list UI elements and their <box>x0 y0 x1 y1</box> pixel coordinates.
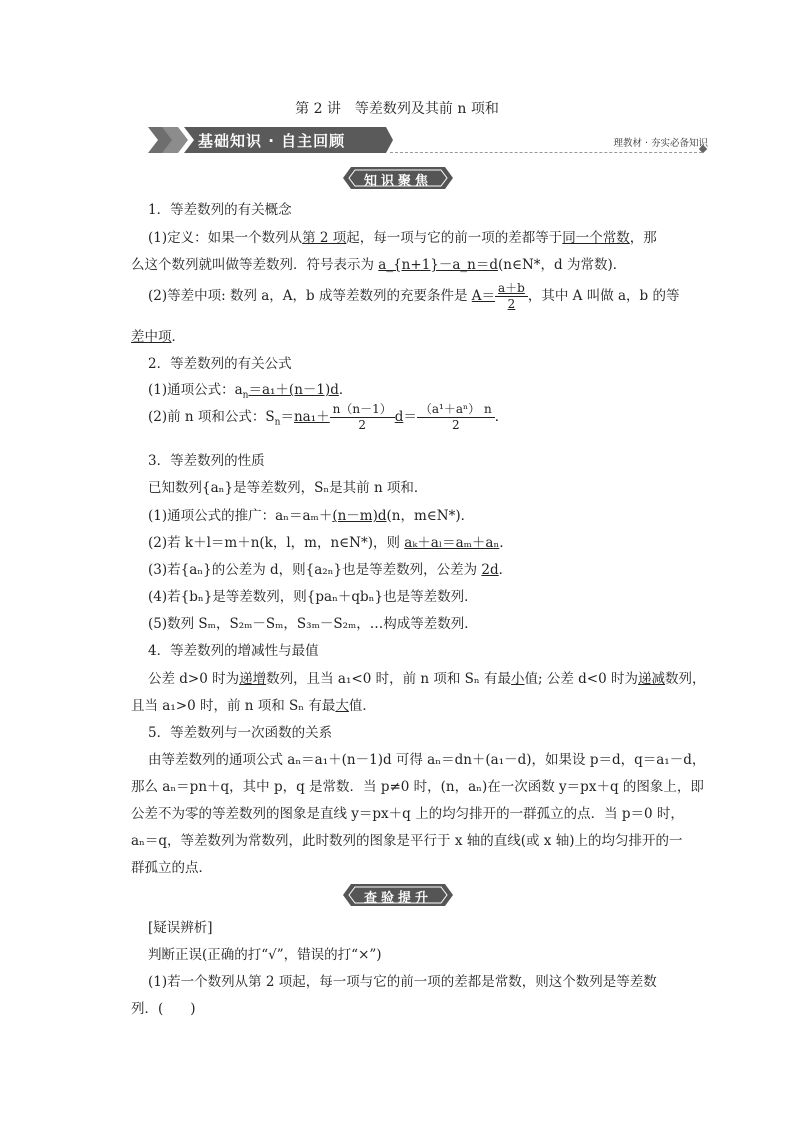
section-title: 查验提升 <box>363 891 432 906</box>
formula-general-term: (1)通项公式：$a_n=a_1+(n-1)d$． <box>148 382 353 401</box>
property-1: (1)通项公式的推广：aₙ＝aₘ＋(n－m)d(n，m∈N*)． <box>148 508 475 524</box>
heading-4: 4．等差数列的增减性与最值 <box>148 643 319 659</box>
formula-sum: (2)前 n 项和公式：$S_n=na_1+$ $\frac{n(n-1)}{2}$ d＝ $\frac{\text{（a¹＋aⁿ） n}}{2}$ ． <box>148 402 509 432</box>
monotonic-line-2: 且当 a₁>0 时，前 n 项和 Sₙ 有最大值． <box>131 698 376 714</box>
property-5: (5)数列 Sₘ，S₂ₘ－Sₘ，S₃ₘ－S₂ₘ，…构成等差数列． <box>148 616 478 632</box>
relation-line-1: 由等差数列的通项公式 aₙ＝a₁＋(n－1)d 可得 aₙ＝dn＋(a₁－d)，如果设 p＝d，q＝a₁－d， <box>148 752 706 768</box>
property-4: (4)若{bₙ}是等差数列，则{paₙ＋qbₙ}也是等差数列． <box>148 589 478 605</box>
section-pill-check <box>343 884 453 906</box>
definition-line-2: 么这个数列就叫做等差数列．符号表示为 a_{n+1}－a_n＝d(n∈N*，d 为常数)． <box>131 257 627 273</box>
property-3: (3)若{aₙ}的公差为 d，则{a₂ₙ}也是等差数列，公差为 2d． <box>148 562 513 578</box>
middle-term-line-1: (2)等差中项: 数列 a，A，b 成等差数列的充要条件是 A＝ $\frac{a+b}{2}$ ，其中 A 叫做 a，b 的等 <box>148 281 680 311</box>
section-title: 知识聚焦 <box>363 174 432 189</box>
heading-5: 5．等差数列与一次函数的关系 <box>148 725 333 741</box>
section-banner <box>148 127 393 153</box>
heading-3: 3．等差数列的性质 <box>148 453 265 469</box>
section-pill-knowledge <box>343 167 453 189</box>
question-1-line-2: 列．( ) <box>131 1001 196 1017</box>
relation-line-5: 群孤立的点． <box>131 860 212 876</box>
question-tag: [疑误辨析] <box>148 920 213 936</box>
relation-line-3: 公差不为零的等差数列的图象是直线 y＝px＋q 上的均匀排开的一群孤立的点．当 p＝0 时， <box>131 806 684 822</box>
banner-divider <box>390 152 702 153</box>
page-title: 第 2 讲 等差数列及其前 n 项和 <box>295 101 499 117</box>
monotonic-line-1: 公差 d>0 时为递增数列，且当 a₁<0 时，前 n 项和 Sₙ 有最小值; 公差 d<0 时为递减数列， <box>148 671 706 687</box>
relation-line-2: 那么 aₙ＝pn＋q，其中 p，q 是常数．当 p≠0 时，(n，aₙ)在一次函数 y＝px＋q 的图象上，即 <box>131 779 704 795</box>
banner-label: 基础知识 · 自主回顾 <box>198 132 346 150</box>
middle-term-line-2: 差中项． <box>131 329 185 345</box>
property-intro: 已知数列{aₙ}是等差数列，Sₙ是其前 n 项和． <box>148 480 428 496</box>
property-2: (2)若 k＋l＝m＋n(k，l，m，n∈N*)，则 aₖ＋aₗ＝aₘ＋aₙ． <box>148 535 513 551</box>
question-instruction: 判断正误(正确的打“√”，错误的打“×”) <box>148 947 382 963</box>
question-1-line-1: (1)若一个数列从第 2 项起，每一项与它的前一项的差都是常数，则这个数列是等差数 <box>148 974 657 990</box>
heading-1: 1．等差数列的有关概念 <box>148 202 292 218</box>
definition-line-1: (1)定义：如果一个数列从第 2 项起，每一项与它的前一项的差都等于同一个常数，那 <box>148 230 657 246</box>
banner-subtitle: 理教材 · 夯实必备知识 <box>613 138 708 149</box>
heading-2: 2．等差数列的有关公式 <box>148 356 292 372</box>
relation-line-4: aₙ＝q，等差数列为常数列，此时数列的图象是平行于 x 轴的直线(或 x 轴)上的均匀排开的一 <box>131 833 683 849</box>
